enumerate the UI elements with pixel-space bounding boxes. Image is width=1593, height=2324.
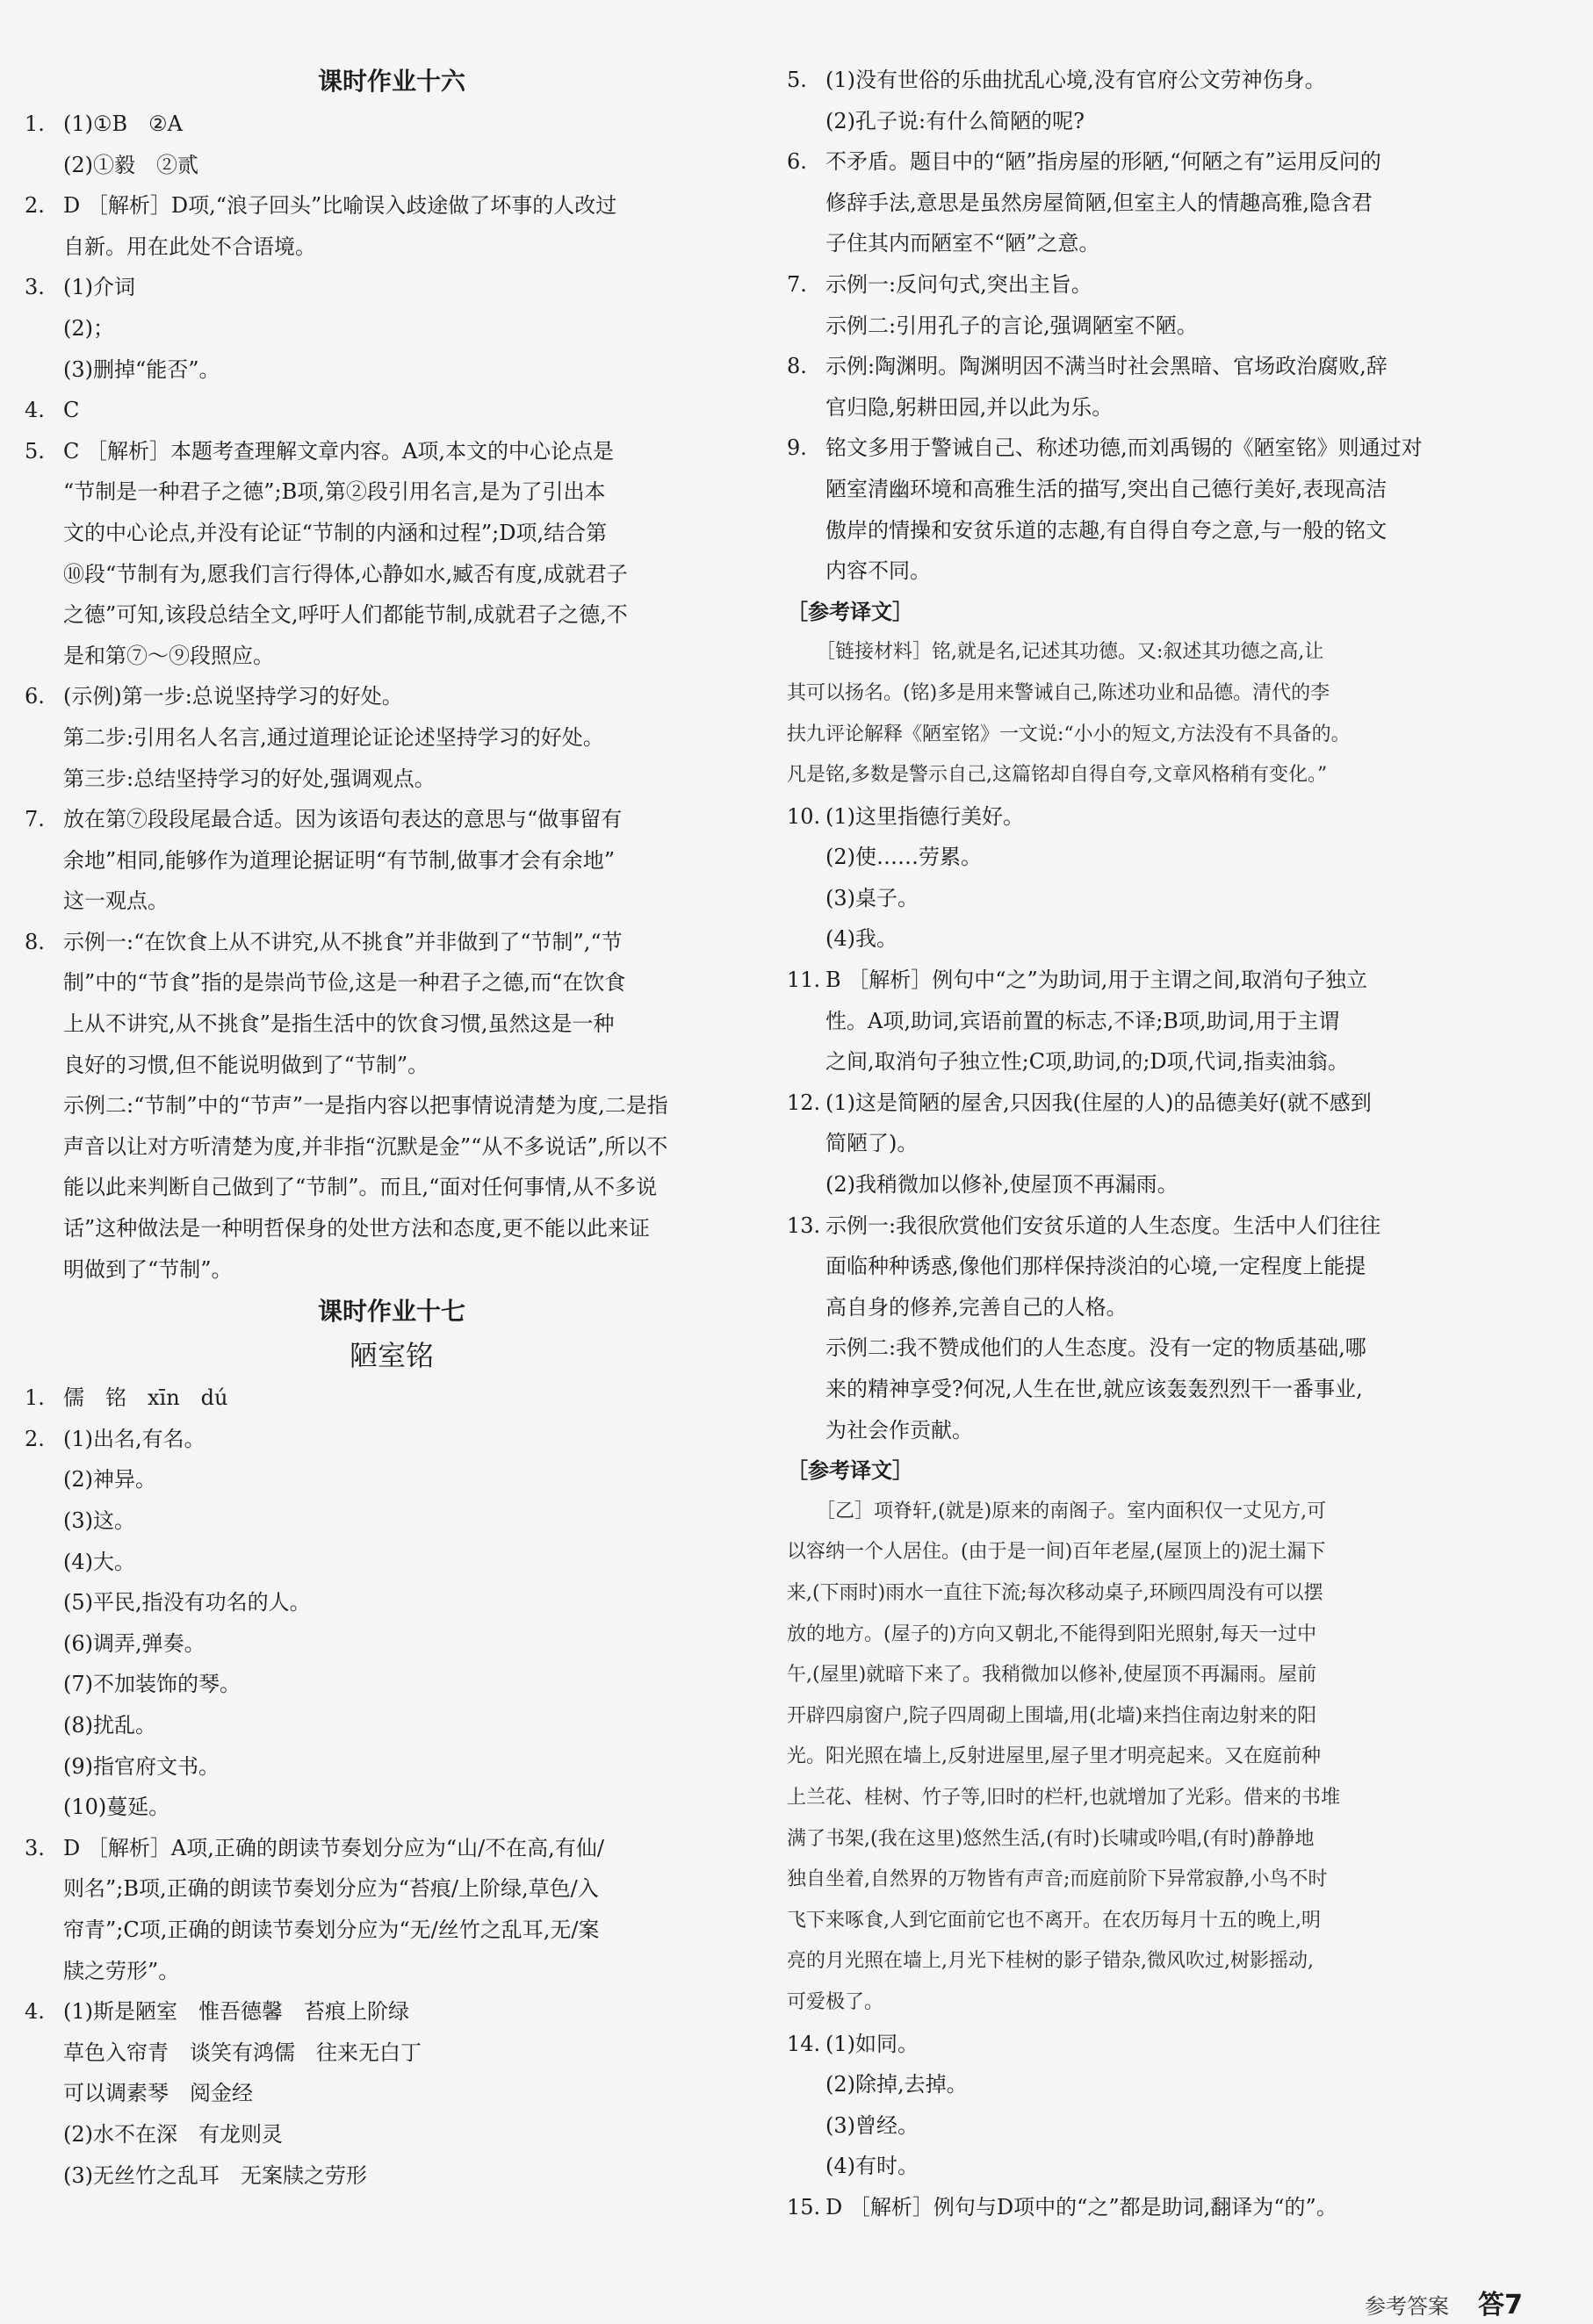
answer-line xyxy=(25,1664,759,1705)
translation-line: 午,(屋里)就暗下来了。我稍微加以修补,使屋顶不再漏雨。屋前 xyxy=(787,1664,1317,1687)
answer-number: 5. xyxy=(787,68,807,92)
answer-text: 铭文多用于警诫自己、称述功德,而刘禹锡的《陋室铭》则通过对 xyxy=(825,435,1423,461)
translation-line: 开辟四扇窗户,院子四周砌上围墙,用(北墙)来挡住南边射来的阳 xyxy=(787,1704,1317,1727)
answer-text: (1)没有世俗的乐曲扰乱心境,没有官府公文劳神伤身。 xyxy=(825,68,1326,92)
answer-line xyxy=(25,1500,759,1542)
answer-line xyxy=(787,510,1521,551)
answer-text: (3)这。 xyxy=(63,1508,135,1533)
answer-line xyxy=(787,1083,1521,1124)
answer-text: 话”这种做法是一种明哲保身的处世方法和态度,更不能以此来证 xyxy=(63,1216,650,1241)
answer-line xyxy=(787,1246,1521,1287)
answer-line xyxy=(25,2155,759,2197)
left-column xyxy=(25,60,759,2196)
reference-translation-heading: ［参考译文］ xyxy=(787,1458,913,1484)
answer-text: 示例二:“节制”中的“节声”一是指内容以把事情说清楚为度,二是指 xyxy=(63,1093,668,1119)
answer-line xyxy=(787,1410,1521,1451)
answer-line xyxy=(25,1951,759,1992)
reference-translation-1 xyxy=(787,632,1521,795)
answer-line xyxy=(25,2114,759,2155)
answer-line xyxy=(25,390,759,431)
answer-text: D ［解析］A项,正确的朗读节奏划分应为“山/不在高,有仙/ xyxy=(63,1835,604,1860)
answer-text: (1)出名,有名。 xyxy=(63,1426,205,1451)
answer-number: 10. xyxy=(787,803,821,829)
answer-line xyxy=(787,141,1521,183)
answer-text: ⑩段“节制有为,愿我们言行得体,心静如水,臧否有度,成就君子 xyxy=(63,561,628,586)
answer-line xyxy=(25,145,759,186)
answer-line xyxy=(787,1205,1521,1247)
answer-number: 1. xyxy=(25,1385,45,1411)
answer-line xyxy=(25,1085,759,1126)
answer-text: (1)介词 xyxy=(63,275,135,300)
translation-line: 亮的月光照在墙上,月光下桂树的影子错杂,微风吹过,树影摇动, xyxy=(787,1950,1314,1973)
answer-text: 自新。用在此处不合语境。 xyxy=(63,234,316,259)
section-title-17: 课时作业十七 xyxy=(317,1297,465,1327)
answer-text: (2)我稍微加以修补,使屋顶不再漏雨。 xyxy=(825,1172,1179,1198)
answer-list-right-2 xyxy=(787,796,1521,1451)
answer-line xyxy=(787,2064,1521,2105)
answer-text: D ［解析］例句与D项中的“之”都是助词,翻译为“的”。 xyxy=(825,2194,1337,2220)
answer-line xyxy=(25,676,759,717)
answer-text: (3)曾经。 xyxy=(825,2112,919,2138)
answer-number: 7. xyxy=(787,271,807,297)
answer-line xyxy=(25,227,759,268)
answer-line xyxy=(25,1705,759,1746)
answer-text: (2)神异。 xyxy=(63,1467,156,1493)
translation-line: 放的地方。(屋子的)方向又朝北,不能得到阳光照射,每天一过中 xyxy=(787,1622,1317,1645)
answer-text: 来的精神享受?何况,人生在世,就应该轰轰烈烈干一番事业, xyxy=(825,1377,1363,1401)
answer-list-17 xyxy=(25,1378,759,2196)
answer-text: (4)大。 xyxy=(63,1549,135,1574)
answer-number: 4. xyxy=(25,1999,45,2025)
answer-line xyxy=(787,223,1521,264)
answer-text: (1)如同。 xyxy=(825,2031,919,2056)
translation-line: 可爱极了。 xyxy=(787,1990,884,2013)
answer-text: 第三步:总结坚持学习的好处,强调观点。 xyxy=(63,766,436,791)
page-number: 答7 xyxy=(1478,2290,1523,2320)
translation-line: 光。阳光照在墙上,反射进屋里,屋子里才明亮起来。又在庭前种 xyxy=(787,1745,1321,1768)
answer-line xyxy=(787,428,1521,469)
answer-line xyxy=(25,1868,759,1910)
answer-text: 帘青”;C项,正确的朗读节奏划分应为“无/丝竹之乱耳,无/案 xyxy=(63,1917,600,1942)
lesson-title: 陋室铭 xyxy=(349,1339,434,1373)
answer-line xyxy=(25,554,759,595)
answer-line xyxy=(25,1746,759,1788)
answer-line xyxy=(25,1167,759,1208)
answer-line xyxy=(25,881,759,922)
answer-text: 示例:陶渊明。陶渊明因不满当时社会黑暗、官场政治腐败,辞 xyxy=(825,354,1388,379)
answer-text: 子住其内而陋室不“陋”之意。 xyxy=(825,231,1100,256)
answer-line xyxy=(25,1378,759,1419)
answer-number: 2. xyxy=(25,193,45,219)
answer-number: 8. xyxy=(787,354,807,379)
answer-text: (6)调弄,弹奏。 xyxy=(63,1630,205,1656)
answer-number: 3. xyxy=(25,275,45,300)
answer-text: (2)使……劳累。 xyxy=(825,845,982,870)
answer-text: 高自身的修养,完善自己的人格。 xyxy=(825,1294,1128,1320)
answer-line xyxy=(25,2073,759,2114)
answer-text: 文的中心论点,并没有论证“节制的内涵和过程”;D项,结合第 xyxy=(63,520,608,545)
translation-line: 以容纳一个人居住。(由于是一间)百年老屋,(屋顶上的)泥土漏下 xyxy=(787,1541,1326,1564)
answer-line xyxy=(787,837,1521,878)
answer-text: (4)有时。 xyxy=(825,2154,919,2179)
answer-text: (10)蔓延。 xyxy=(63,1795,170,1820)
answer-text: 性。A项,助词,宾语前置的标志,不译;B项,助词,用于主谓 xyxy=(825,1008,1340,1033)
answer-text: 放在第⑦段段尾最合适。因为该语句表达的意思与“做事留有 xyxy=(63,807,623,832)
answer-line xyxy=(25,1582,759,1623)
answer-line xyxy=(25,636,759,677)
answer-text: (3)无丝竹之乱耳 无案牍之劳形 xyxy=(63,2162,367,2188)
answer-line xyxy=(25,1623,759,1665)
answer-line xyxy=(787,101,1521,142)
answer-line xyxy=(25,922,759,963)
answer-line xyxy=(25,471,759,513)
translation-line: 来,(下雨时)雨水一直往下流;每次移动桌子,环顾四周没有可以摆 xyxy=(787,1581,1323,1604)
answer-text: (2)①毅 ②贰 xyxy=(63,152,198,177)
answer-line xyxy=(787,2105,1521,2147)
answer-text: 明做到了“节制”。 xyxy=(63,1256,233,1282)
answer-line xyxy=(25,2033,759,2074)
answer-line xyxy=(25,349,759,391)
answer-line xyxy=(25,185,759,227)
answer-text: 内容不同。 xyxy=(825,558,931,584)
answer-line xyxy=(787,796,1521,838)
answer-line xyxy=(787,2187,1521,2228)
answer-text: 之德”可知,该段总结全文,呼吁人们都能节制,成就君子之德,不 xyxy=(63,602,628,628)
reference-translation-2 xyxy=(787,1492,1521,2024)
answer-text: “节制是一种君子之德”;B项,第②段引用名言,是为了引出本 xyxy=(63,479,606,505)
footer-label: 参考答案 xyxy=(1365,2294,1450,2319)
answer-line xyxy=(25,759,759,800)
answer-text: (8)扰乱。 xyxy=(63,1712,156,1738)
answer-line xyxy=(25,1208,759,1249)
reference-translation-heading: ［参考译文］ xyxy=(787,599,913,624)
translation-line: 扶九评论解释《陋室铭》一文说:“小小的短文,方法没有不具备的。 xyxy=(787,723,1351,745)
answer-line xyxy=(787,918,1521,960)
answer-text: (1)这里指德行美好。 xyxy=(825,803,1024,829)
answer-text: (7)不加装饰的琴。 xyxy=(63,1672,241,1697)
answer-number: 1. xyxy=(25,112,45,136)
answer-line xyxy=(25,1419,759,1460)
answer-text: 示例二:我不赞成他们的人生态度。没有一定的物质基础,哪 xyxy=(825,1335,1366,1361)
answer-text: 声音以让对方听清楚为度,并非指“沉默是金”“从不多说话”,所以不 xyxy=(63,1133,668,1159)
answer-number: 15. xyxy=(787,2194,821,2220)
answer-line xyxy=(25,1249,759,1291)
answer-text: 则名”;B项,正确的朗读节奏划分应为“苔痕/上阶绿,草色/入 xyxy=(63,1876,599,1902)
answer-text: (5)平民,指没有功名的人。 xyxy=(63,1590,311,1615)
answer-number: 9. xyxy=(787,435,807,461)
answer-text: (4)我。 xyxy=(825,926,897,952)
translation-line: 其可以扬名。(铭)多是用来警诫自己,陈述功业和品德。清代的李 xyxy=(787,681,1330,704)
answer-line xyxy=(25,267,759,308)
answer-text: 牍之劳形”。 xyxy=(63,1958,180,1983)
answer-line xyxy=(25,431,759,472)
answer-number: 4. xyxy=(25,398,45,423)
answer-line xyxy=(25,1459,759,1500)
answer-line xyxy=(25,308,759,349)
answer-text: 第二步:引用名人名言,通过道理论证论述坚持学习的好处。 xyxy=(63,724,604,750)
answer-text: 傲岸的情操和安贫乐道的志趣,有自得自夸之意,与一般的铭文 xyxy=(825,517,1388,543)
answer-line xyxy=(787,1164,1521,1205)
answer-number: 7. xyxy=(25,807,45,832)
answer-line xyxy=(25,840,759,881)
answer-text: 示例二:引用孔子的言论,强调陋室不陋。 xyxy=(825,313,1198,338)
answer-text: (2)除掉,去掉。 xyxy=(825,2072,968,2097)
section-title-16: 课时作业十六 xyxy=(317,67,465,96)
answer-text: 良好的习惯,但不能说明做到了“节制”。 xyxy=(63,1052,429,1077)
answer-number: 12. xyxy=(787,1090,821,1115)
answer-line xyxy=(25,104,759,145)
answer-text: 不矛盾。题目中的“陋”指房屋的形陋,“何陋之有”运用反问的 xyxy=(825,149,1381,175)
answer-line xyxy=(787,550,1521,592)
answer-number: 8. xyxy=(25,929,45,954)
answer-text: (1)①B ②A xyxy=(63,112,183,136)
answer-text: 修辞手法,意思是虽然房屋简陋,但室主人的情趣高雅,隐含君 xyxy=(825,190,1373,215)
answer-number: 11. xyxy=(787,968,821,993)
answer-line xyxy=(787,1041,1521,1083)
answer-line xyxy=(25,1542,759,1583)
answer-line xyxy=(25,1910,759,1951)
answer-text: 之间,取消句子独立性;C项,助词,的;D项,代词,指卖油翁。 xyxy=(825,1049,1349,1075)
answer-number: 6. xyxy=(787,149,807,175)
answer-list-right-1 xyxy=(787,60,1521,592)
answer-line xyxy=(787,264,1521,306)
answer-text: 制”中的“节食”指的是崇尚节俭,这是一种君子之德,而“在饮食 xyxy=(63,970,626,996)
answer-line xyxy=(787,1327,1521,1369)
translation-line: 凡是铭,多数是警示自己,这篇铭却自得自夸,文章风格稍有变化。” xyxy=(787,764,1328,787)
answer-text: 陋室清幽环境和高雅生活的描写,突出自己德行美好,表现高洁 xyxy=(825,476,1388,501)
translation-line: 上兰花、桂树、竹子等,旧时的栏杆,也就增加了光彩。借来的书堆 xyxy=(787,1786,1340,1809)
answer-text: (1)这是简陋的屋舍,只因我(住屋的人)的品德美好(就不感到 xyxy=(825,1090,1372,1115)
answer-number: 13. xyxy=(787,1212,821,1238)
answer-number: 2. xyxy=(25,1426,45,1451)
answer-text: 官归隐,躬耕田园,并以此为乐。 xyxy=(825,394,1114,420)
answer-text: B ［解析］例句中“之”为助词,用于主谓之间,取消句子独立 xyxy=(825,968,1368,993)
answer-line xyxy=(787,387,1521,428)
answer-line xyxy=(25,1045,759,1086)
translation-line: ［链接材料］铭,就是名,记述其功德。又:叙述其功德之高,让 xyxy=(787,641,1324,664)
answer-text: 能以此来判断自己做到了“节制”。而且,“面对任何事情,从不多说 xyxy=(63,1175,658,1200)
answer-line xyxy=(787,183,1521,224)
answer-line xyxy=(787,878,1521,919)
translation-line: ［乙］项脊轩,(就是)原来的南阁子。室内面积仅一丈见方,可 xyxy=(787,1500,1327,1522)
answer-line xyxy=(25,1126,759,1168)
answer-line xyxy=(25,962,759,1004)
answer-text: (2)水不在深 有龙则灵 xyxy=(63,2121,283,2147)
answer-text: C xyxy=(63,398,80,423)
answer-text: (示例)第一步:总说坚持学习的好处。 xyxy=(63,684,403,709)
answer-number: 5. xyxy=(25,438,45,464)
answer-line xyxy=(25,513,759,554)
answer-number: 3. xyxy=(25,1835,45,1860)
answer-line xyxy=(787,1001,1521,1042)
answer-line xyxy=(787,2024,1521,2065)
answer-text: 草色入帘青 谈笑有鸿儒 往来无白丁 xyxy=(63,2040,422,2065)
answer-text: 为社会作贡献。 xyxy=(825,1417,973,1443)
translation-line: 独自坐着,自然界的万物皆有声音;而庭前阶下异常寂静,小鸟不时 xyxy=(787,1868,1328,1891)
answer-line xyxy=(25,1828,759,1869)
answer-line xyxy=(25,1991,759,2033)
answer-number: 6. xyxy=(25,684,45,709)
answer-text: 这一观点。 xyxy=(63,889,169,914)
translation-line: 满了书架,(我在这里)悠然生活,(有时)长啸或吟唱,(有时)静静地 xyxy=(787,1827,1315,1850)
answer-line xyxy=(25,799,759,840)
answer-line xyxy=(25,1004,759,1045)
answer-line xyxy=(787,1287,1521,1328)
answer-text: 示例一:我很欣赏他们安贫乐道的人生态度。生活中人们往往 xyxy=(825,1212,1381,1238)
answer-line xyxy=(787,1369,1521,1410)
answer-text: 是和第⑦～⑨段照应。 xyxy=(63,643,274,668)
answer-text: 面临种种诱惑,像他们那样保持淡泊的心境,一定程度上能提 xyxy=(825,1254,1366,1279)
answer-line xyxy=(25,717,759,759)
answer-line xyxy=(787,960,1521,1001)
answer-line xyxy=(787,2146,1521,2187)
page-footer xyxy=(1365,2283,1523,2321)
answer-line xyxy=(25,594,759,636)
answer-text: 示例一:反问句式,突出主旨。 xyxy=(825,271,1092,297)
answer-text: (3)桌子。 xyxy=(825,885,919,910)
answer-number: 14. xyxy=(787,2031,821,2056)
answer-text: (2)孔子说:有什么简陋的呢? xyxy=(825,108,1085,133)
answer-line xyxy=(787,469,1521,510)
answer-text: 上从不讲究,从不挑食”是指生活中的饮食习惯,虽然这是一种 xyxy=(63,1011,615,1037)
answer-text: 简陋了)。 xyxy=(825,1131,919,1156)
answer-line xyxy=(787,346,1521,387)
answer-text: (3)删掉“能否”。 xyxy=(63,356,220,382)
answer-text: 可以调素琴 阅金经 xyxy=(63,2081,253,2106)
answer-text: (9)指官府文书。 xyxy=(63,1753,220,1779)
answer-text: D ［解析］D项,“浪子回头”比喻误入歧途做了坏事的人改过 xyxy=(63,193,617,219)
answer-line xyxy=(25,1787,759,1828)
answer-line xyxy=(787,60,1521,101)
right-column xyxy=(787,60,1521,2227)
answer-text: C ［解析］本题考查理解文章内容。A项,本文的中心论点是 xyxy=(63,438,614,464)
answer-text: (1)斯是陋室 惟吾德馨 苔痕上阶绿 xyxy=(63,1999,409,2025)
answer-line xyxy=(787,306,1521,347)
translation-line: 飞下来啄食,人到它面前它也不离开。在农历每月十五的晚上,明 xyxy=(787,1909,1321,1932)
answer-text: 儒 铭 xīn dú xyxy=(63,1385,228,1411)
answer-text: 余地”相同,能够作为道理论据证明“有节制,做事才会有余地” xyxy=(63,847,616,873)
answer-text: 示例一:“在饮食上从不讲究,从不挑食”并非做到了“节制”,“节 xyxy=(63,929,623,954)
answer-list-right-3 xyxy=(787,2024,1521,2228)
answer-list-16 xyxy=(25,104,759,1290)
answer-text: (2)； xyxy=(63,315,114,341)
answer-line xyxy=(787,1123,1521,1164)
